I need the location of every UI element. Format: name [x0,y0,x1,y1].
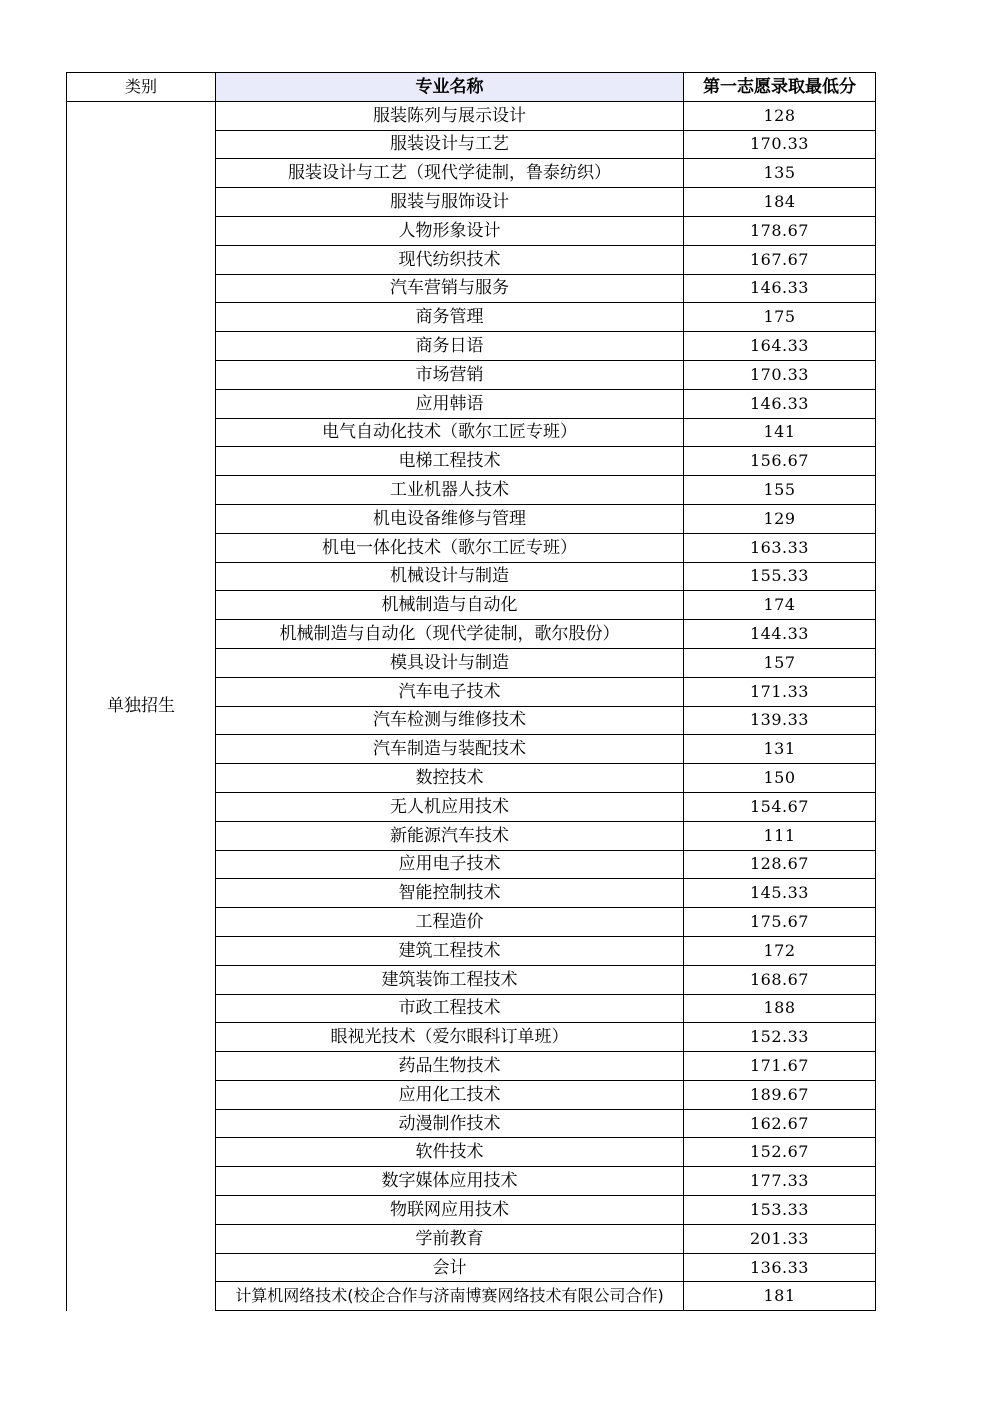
major-name-cell: 市政工程技术 [216,994,684,1023]
major-name-cell: 动漫制作技术 [216,1109,684,1138]
major-name-cell: 服装与服饰设计 [216,188,684,217]
min-score-cell: 131 [684,735,876,764]
major-name-cell: 汽车制造与装配技术 [216,735,684,764]
min-score-cell: 155.33 [684,562,876,591]
major-name-cell: 药品生物技术 [216,1052,684,1081]
header-row [67,73,876,102]
min-score-cell: 164.33 [684,332,876,361]
major-name-cell: 新能源汽车技术 [216,821,684,850]
min-score-cell: 144.33 [684,620,876,649]
major-name-cell: 眼视光技术（爱尔眼科订单班） [216,1023,684,1052]
min-score-cell: 136.33 [684,1253,876,1282]
min-score-cell: 128.67 [684,850,876,879]
major-name-cell: 计算机网络技术(校企合作与济南博赛网络技术有限公司合作) [216,1282,684,1311]
min-score-cell: 167.67 [684,245,876,274]
major-name-cell: 电气自动化技术（歌尔工匠专班） [216,418,684,447]
admission-score-table [66,72,876,1311]
major-name-cell: 软件技术 [216,1138,684,1167]
min-score-cell: 163.33 [684,533,876,562]
header-category: 类别 [67,73,216,102]
min-score-cell: 168.67 [684,965,876,994]
major-name-cell: 物联网应用技术 [216,1196,684,1225]
major-name-cell: 市场营销 [216,360,684,389]
min-score-cell: 139.33 [684,706,876,735]
min-score-cell: 189.67 [684,1080,876,1109]
min-score-cell: 181 [684,1282,876,1311]
min-score-cell: 156.67 [684,447,876,476]
min-score-cell: 184 [684,188,876,217]
major-name-cell: 机电一体化技术（歌尔工匠专班） [216,533,684,562]
min-score-cell: 177.33 [684,1167,876,1196]
min-score-cell: 135 [684,159,876,188]
major-name-cell: 建筑装饰工程技术 [216,965,684,994]
min-score-cell: 188 [684,994,876,1023]
min-score-cell: 152.67 [684,1138,876,1167]
min-score-cell: 155 [684,476,876,505]
major-name-cell: 数控技术 [216,764,684,793]
category-cell: 单独招生 [67,101,216,1310]
major-name-cell: 机械制造与自动化（现代学徒制，歌尔股份） [216,620,684,649]
min-score-cell: 150 [684,764,876,793]
major-name-cell: 汽车电子技术 [216,677,684,706]
header-major-name: 专业名称 [216,73,684,102]
major-name-cell: 商务管理 [216,303,684,332]
min-score-cell: 141 [684,418,876,447]
table-row [67,101,876,130]
major-name-cell: 汽车营销与服务 [216,274,684,303]
min-score-cell: 153.33 [684,1196,876,1225]
major-name-cell: 机械制造与自动化 [216,591,684,620]
major-name-cell: 现代纺织技术 [216,245,684,274]
min-score-cell: 175.67 [684,908,876,937]
min-score-cell: 146.33 [684,389,876,418]
major-name-cell: 人物形象设计 [216,216,684,245]
min-score-cell: 171.33 [684,677,876,706]
min-score-cell: 111 [684,821,876,850]
min-score-cell: 170.33 [684,130,876,159]
min-score-cell: 201.33 [684,1224,876,1253]
major-name-cell: 应用电子技术 [216,850,684,879]
major-name-cell: 工程造价 [216,908,684,937]
major-name-cell: 服装设计与工艺（现代学徒制，鲁泰纺织） [216,159,684,188]
major-name-cell: 建筑工程技术 [216,936,684,965]
min-score-cell: 146.33 [684,274,876,303]
min-score-cell: 162.67 [684,1109,876,1138]
major-name-cell: 商务日语 [216,332,684,361]
major-name-cell: 无人机应用技术 [216,792,684,821]
major-name-cell: 机械设计与制造 [216,562,684,591]
min-score-cell: 170.33 [684,360,876,389]
table-body [67,73,876,1311]
header-min-score: 第一志愿录取最低分 [684,73,876,102]
major-name-cell: 机电设备维修与管理 [216,504,684,533]
major-name-cell: 汽车检测与维修技术 [216,706,684,735]
min-score-cell: 128 [684,101,876,130]
min-score-cell: 174 [684,591,876,620]
min-score-cell: 145.33 [684,879,876,908]
major-name-cell: 智能控制技术 [216,879,684,908]
min-score-cell: 171.67 [684,1052,876,1081]
major-name-cell: 模具设计与制造 [216,648,684,677]
major-name-cell: 会计 [216,1253,684,1282]
min-score-cell: 152.33 [684,1023,876,1052]
major-name-cell: 服装陈列与展示设计 [216,101,684,130]
major-name-cell: 数字媒体应用技术 [216,1167,684,1196]
major-name-cell: 电梯工程技术 [216,447,684,476]
min-score-cell: 129 [684,504,876,533]
min-score-cell: 175 [684,303,876,332]
major-name-cell: 工业机器人技术 [216,476,684,505]
min-score-cell: 154.67 [684,792,876,821]
min-score-cell: 178.67 [684,216,876,245]
major-name-cell: 应用化工技术 [216,1080,684,1109]
major-name-cell: 服装设计与工艺 [216,130,684,159]
major-name-cell: 应用韩语 [216,389,684,418]
major-name-cell: 学前教育 [216,1224,684,1253]
min-score-cell: 157 [684,648,876,677]
min-score-cell: 172 [684,936,876,965]
